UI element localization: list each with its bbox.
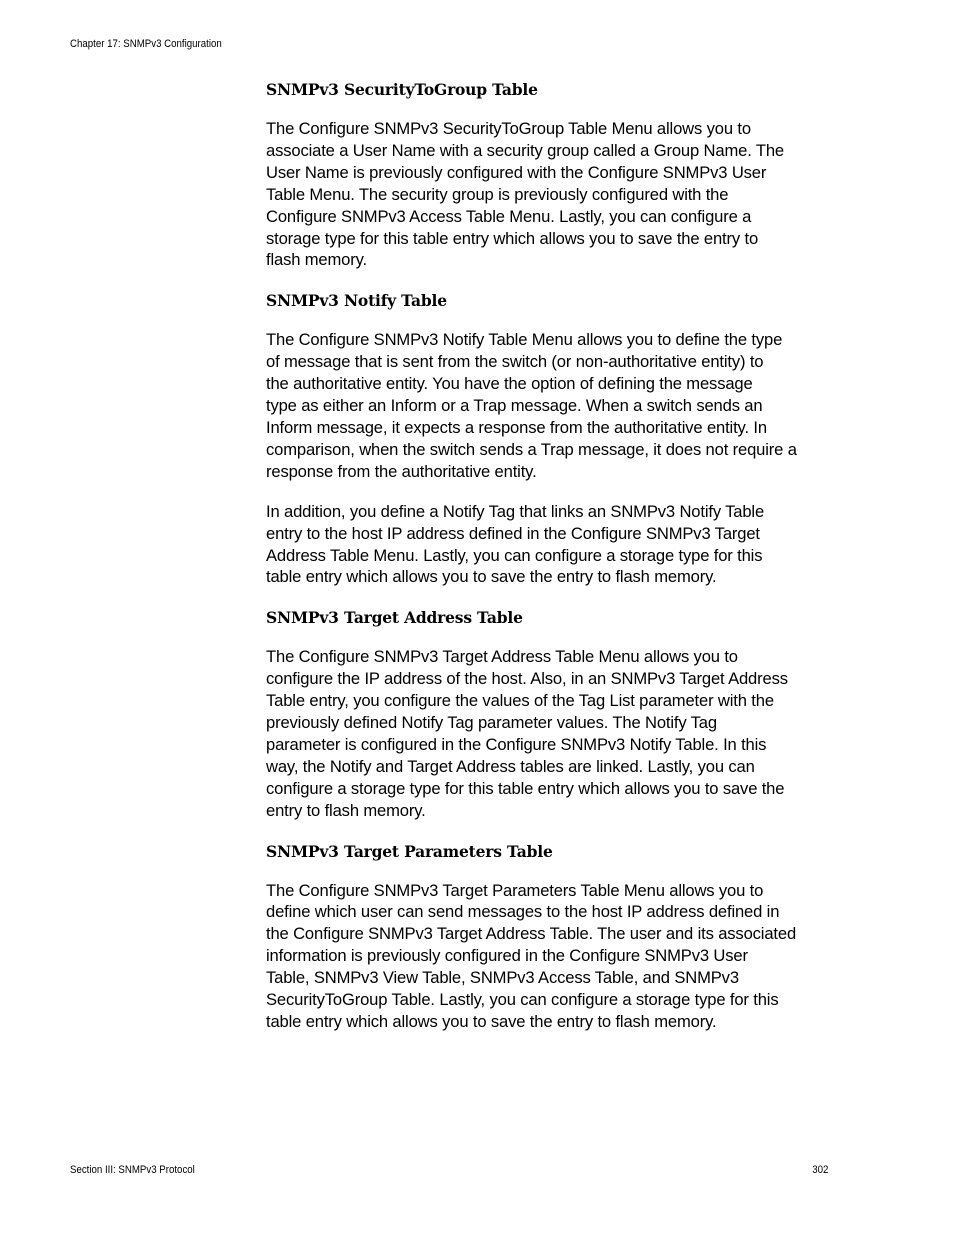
text-line: configure a storage type for this table entry which allows you to save the (266, 778, 785, 798)
text-line: type as either an Inform or a Trap message. When a switch sends an (266, 396, 763, 416)
text-line: Configure SNMPv3 Access Table Menu. Lastly, you can configure a (266, 206, 752, 226)
paragraph (266, 329, 828, 482)
text-line: The Configure SNMPv3 Target Address Table Menu allows you to (266, 647, 738, 667)
paragraph (266, 501, 828, 589)
text-line: associate a User Name with a security group called a Group Name. The (266, 140, 784, 160)
text-line: way, the Notify and Target Address tables are linked. Lastly, you can (266, 756, 755, 776)
running-footer-section: Section III: SNMPv3 Protocol (70, 1164, 195, 1176)
text-line: In addition, you define a Notify Tag that links an SNMPv3 Notify Table (266, 501, 765, 521)
page-number: 302 (811, 1164, 828, 1176)
section-heading: SNMPv3 Target Address Table (266, 608, 523, 628)
section-heading: SNMPv3 SecurityToGroup Table (266, 80, 538, 99)
text-line: The Configure SNMPv3 SecurityToGroup Table Menu allows you to (266, 119, 751, 138)
text-line: The Configure SNMPv3 Target Parameters Table Menu allows you to (266, 880, 764, 900)
section-securitytogroup-table (266, 78, 828, 271)
text-line: Table Menu. The security group is previously configured with the (266, 184, 729, 204)
page-content (266, 78, 828, 1051)
text-line: the authoritative entity. You have the option of defining the message (266, 374, 753, 394)
text-line: Address Table Menu. Lastly, you can configure a storage type for this (266, 545, 763, 565)
text-line: Table entry, you configure the values of the Tag List parameter with the (266, 691, 774, 711)
text-line: storage type for this table entry which allows you to save the entry to (266, 228, 759, 248)
text-line: table entry which allows you to save the entry to flash memory. (266, 567, 717, 587)
text-line: previously defined Notify Tag parameter values. The Notify Tag (266, 713, 717, 733)
section-heading: SNMPv3 Notify Table (266, 291, 447, 311)
text-line: configure the IP address of the host. Also, in an SNMPv3 Target Address (266, 669, 788, 689)
paragraph (266, 646, 828, 821)
text-line: User Name is previously configured with the Configure SNMPv3 User (266, 162, 767, 182)
text-line: define which user can send messages to the host IP address defined in (266, 902, 780, 922)
running-header: Chapter 17: SNMPv3 Configuration (70, 38, 222, 50)
text-line: Inform message, it expects a response from the authoritative entity. In (266, 417, 767, 437)
text-line: Table, SNMPv3 View Table, SNMPv3 Access Table, and SNMPv3 (266, 968, 739, 988)
text-line: parameter is configured in the Configure SNMPv3 Notify Table. In this (266, 734, 767, 754)
text-line: table entry which allows you to save the entry to flash memory. (266, 1012, 717, 1031)
text-line: of message that is sent from the switch (or non-authoritative entity) to (266, 352, 764, 372)
section-heading: SNMPv3 Target Parameters Table (266, 841, 553, 861)
text-line: the Configure SNMPv3 Target Address Table. The user and its associated (266, 924, 797, 944)
text-line: comparison, when the switch sends a Trap message, it does not require a (266, 439, 797, 459)
text-line: SecurityToGroup Table. Lastly, you can configure a storage type for this (266, 990, 779, 1010)
text-line: information is previously configured in the Configure SNMPv3 User (266, 946, 748, 966)
text-line: The Configure SNMPv3 Notify Table Menu allows you to define the type (266, 330, 783, 350)
text-line: flash memory. (266, 250, 368, 270)
paragraph (266, 118, 828, 271)
text-line: entry to flash memory. (266, 800, 426, 820)
paragraph (266, 880, 828, 1033)
text-line: entry to the host IP address defined in the Configure SNMPv3 Target (266, 523, 760, 543)
section-notify-table (266, 289, 828, 588)
section-target-parameters-table (266, 840, 828, 1033)
text-line: response from the authoritative entity. (266, 461, 537, 481)
section-target-address-table (266, 606, 828, 821)
